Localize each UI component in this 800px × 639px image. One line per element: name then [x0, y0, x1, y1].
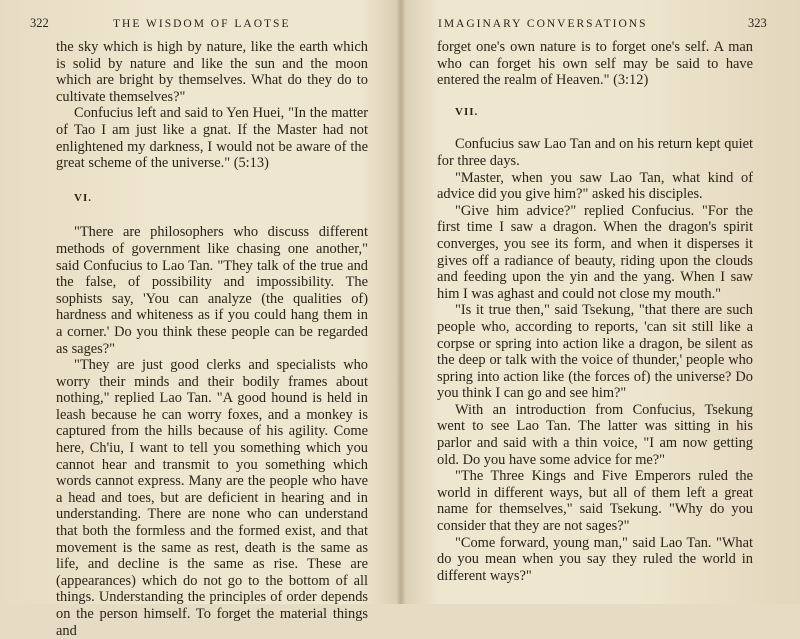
- paragraph: "Is it true then," said Tsekung, "that there are such people who, according to reports, 'can sit still like a corpse or spring into action like a dragon, be silent as the deep or talk with the voice of thunder,' people who spring into action like (the forces of) the universe? Do you think I can go and see him?": [437, 302, 753, 402]
- paragraph: Confucius saw Lao Tan and on his return kept quiet for three days.: [437, 136, 753, 169]
- paragraph: With an introduction from Confucius, Tsekung went to see Lao Tan. The latter was sitting in his parlor and said with a thin voice, "I am now getting old. Do you have some advice for me?": [437, 401, 753, 468]
- section-heading-vi: VI.: [74, 191, 92, 204]
- paragraph: forget one's own nature is to forget one's self. A man who can forget his own self may be said to have entered the realm of Heaven." (3:12): [437, 39, 753, 89]
- section-heading-vii: VII.: [455, 105, 479, 118]
- paragraph: the sky which is high by nature, like the earth which is solid by nature and like the sun and the moon which are bright by themselves. What do they do to cultivate themselves?": [56, 39, 368, 105]
- right-page-body: [437, 39, 753, 584]
- left-page-body: [56, 39, 368, 639]
- paragraph: "Come forward, young man," said Lao Tan. "What do you mean when you say they ruled the world in different ways?": [437, 534, 753, 584]
- paragraph: "The Three Kings and Five Emperors ruled the world in different ways, but all of them left a great name for themselves," said Tsekung. "Why do you consider that they are not sages?": [437, 468, 753, 535]
- page-number-left: 322: [30, 16, 49, 30]
- page-number-right: 323: [748, 16, 767, 30]
- paragraph: Confucius left and said to Yen Huei, "In the matter of Tao I am just like a gnat. If the Master had not enlightened my darkness, I would not be aware of the great scheme of the universe." (5:13): [56, 105, 368, 172]
- running-head-left: THE WISDOM OF LAOTSE: [113, 18, 291, 30]
- paragraph: "Give him advice?" replied Confucius. "For the first time I saw a dragon. When the dragon's spirit converges, you see its form, and when it disperses it gives off a radiance of beauty, riding upon the clouds and feeding upon the yin and the yang. When I saw him I was aghast and could not close my mouth.": [437, 202, 753, 302]
- paragraph: "They are just good clerks and specialists who worry their minds and their bodily frames about nothing," replied Lao Tan. "A good hound is held in leash because he can worry foxes, and a monkey is captured from the hills because of his agility. Come here, Ch'iu, I want to tell you something which you cannot hear and transmit to you something which words cannot express. Many are the people who have a head and toes, but are deficient in hearing and in understanding. There are none who can understand that both the formless and the formed exist, and that movement is the same as rest, death is the same as life, and decline is the same as rise. These are (appearances) which do not go to the bottom of all things. Understanding the principles of order depends on the person himself. To forget the material things and: [56, 357, 368, 639]
- left-page: [0, 0, 398, 639]
- paragraph: "There are philosophers who discuss different methods of government like chasing one another," said Confucius to Lao Tan. "They talk of the true and the false, of possibility and impossibility. The sophists say, 'You can analyze (the qualities of) hardness and whiteness as if you could hang them in a corner.' Do you think these people can be regarded as sages?": [56, 224, 368, 357]
- paragraph: "Master, when you saw Lao Tan, what kind of advice did you give him?" asked his disciples.: [437, 169, 753, 203]
- right-page: [402, 0, 800, 604]
- running-head-right: IMAGINARY CONVERSATIONS: [438, 18, 648, 30]
